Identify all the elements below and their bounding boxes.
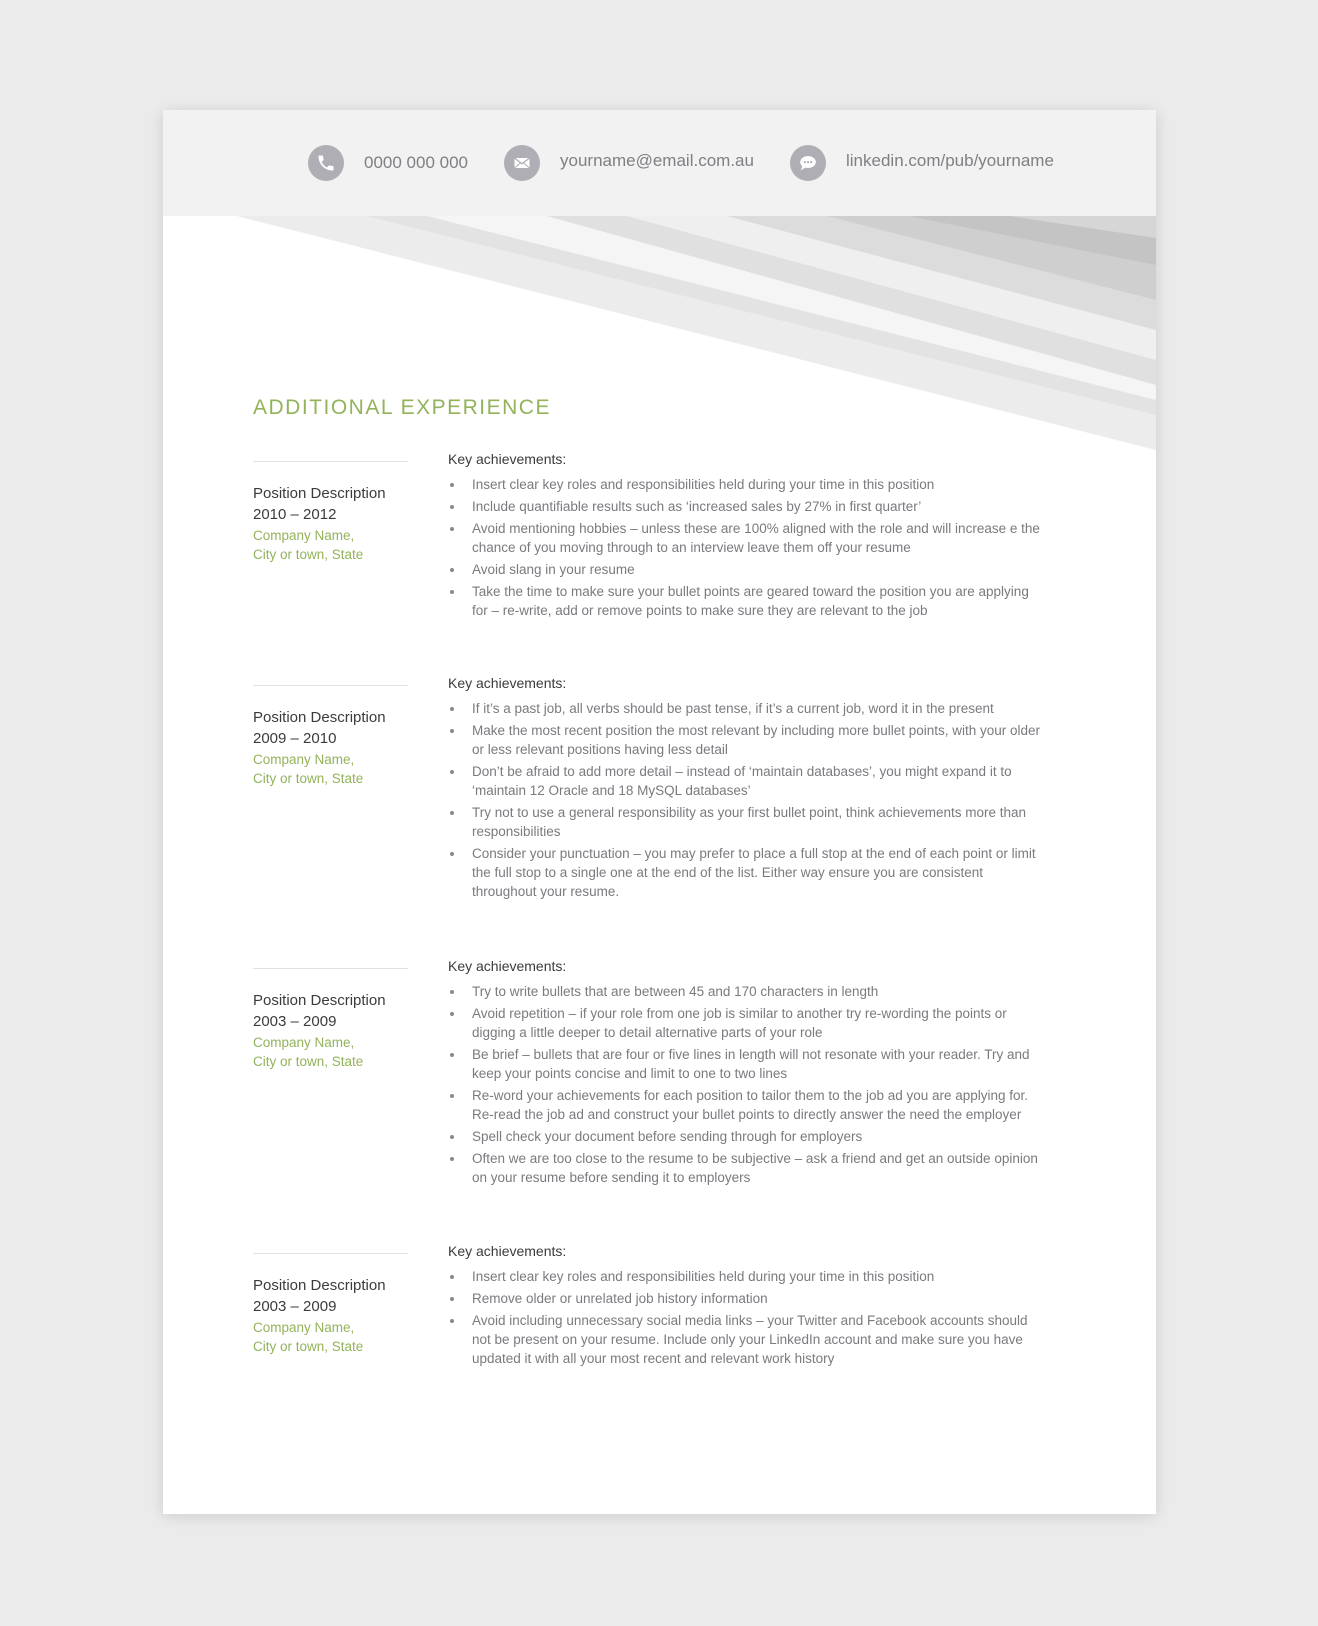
position-dates: 2003 – 2009 bbox=[253, 1298, 337, 1315]
company-location: City or town, State bbox=[253, 771, 364, 786]
email-address: yourname@email.com.au bbox=[560, 151, 754, 170]
decorative-stripes bbox=[163, 210, 1156, 470]
divider bbox=[253, 968, 408, 969]
company-name: Company Name, bbox=[253, 1320, 355, 1335]
company-name: Company Name, bbox=[253, 528, 355, 543]
achievement-item: Often we are too close to the resume to be subjective – ask a friend and get an outside opinion on your resume before sending it to employers bbox=[448, 1149, 1048, 1187]
achievement-list bbox=[448, 1267, 1048, 1368]
phone-contact bbox=[308, 145, 468, 181]
achievement-list bbox=[448, 699, 1048, 901]
achievements bbox=[448, 1243, 1048, 1371]
position-details bbox=[253, 1275, 423, 1356]
achievement-item: Take the time to make sure your bullet points are geared toward the position you are applying for – re-write, add or remove points to make sure they are relevant to the job bbox=[448, 582, 1048, 620]
achievement-item: Avoid mentioning hobbies – unless these are 100% aligned with the role and will increase e the chance of you moving through to an interview leave them off your resume bbox=[448, 519, 1048, 557]
position-dates: 2003 – 2009 bbox=[253, 1013, 337, 1030]
phone-icon bbox=[308, 145, 344, 181]
achievement-item: Don’t be afraid to add more detail – instead of ‘maintain databases’, you might expand it to ‘maintain 12 Oracle and 18 MySQL databases’ bbox=[448, 762, 1048, 800]
position-details bbox=[253, 483, 423, 564]
achievement-item: Re-word your achievements for each position to tailor them to the job ad you are applying for. Re-read the job ad and construct your bullet points to directly answer the need the employer bbox=[448, 1086, 1048, 1124]
divider bbox=[253, 461, 408, 462]
achievement-list bbox=[448, 475, 1048, 620]
position-details bbox=[253, 707, 423, 788]
chat-bubble-icon bbox=[790, 145, 826, 181]
position-title: Position Description bbox=[253, 992, 386, 1009]
achievement-item: Consider your punctuation – you may prefer to place a full stop at the end of each point or limit the full stop to a single one at the end of the list. Either way ensure you are consistent throughout your resume. bbox=[448, 844, 1048, 901]
achievement-item: If it’s a past job, all verbs should be past tense, if it’s a current job, word it in the present bbox=[448, 699, 1048, 718]
section-title: ADDITIONAL EXPERIENCE bbox=[253, 396, 551, 419]
achievement-item: Remove older or unrelated job history information bbox=[448, 1289, 1048, 1308]
company-location: City or town, State bbox=[253, 1054, 364, 1069]
achievements bbox=[448, 958, 1048, 1190]
achievements bbox=[448, 451, 1048, 623]
achievement-item: Insert clear key roles and responsibilities held during your time in this position bbox=[448, 475, 1048, 494]
linkedin-url: linkedin.com/pub/yourname bbox=[846, 151, 1054, 170]
envelope-icon bbox=[504, 145, 540, 181]
company-location: City or town, State bbox=[253, 547, 364, 562]
position-dates: 2009 – 2010 bbox=[253, 730, 337, 747]
achievements bbox=[448, 675, 1048, 904]
achievements-heading: Key achievements: bbox=[448, 451, 567, 467]
achievements-heading: Key achievements: bbox=[448, 675, 567, 691]
phone-number: 0000 000 000 bbox=[364, 153, 468, 172]
company-location: City or town, State bbox=[253, 1339, 364, 1354]
position-details bbox=[253, 990, 423, 1071]
resume-page bbox=[163, 110, 1156, 1514]
divider bbox=[253, 685, 408, 686]
achievement-item: Avoid repetition – if your role from one job is similar to another try re-wording the points or digging a little deeper to detail alternative parts of your role bbox=[448, 1004, 1048, 1042]
company-name: Company Name, bbox=[253, 1035, 355, 1050]
achievement-list bbox=[448, 982, 1048, 1187]
achievement-item: Avoid slang in your resume bbox=[448, 560, 1048, 579]
contact-header bbox=[163, 110, 1156, 215]
divider bbox=[253, 1253, 408, 1254]
achievement-item: Include quantifiable results such as ‘increased sales by 27% in first quarter’ bbox=[448, 497, 1048, 516]
achievement-item: Try not to use a general responsibility as your first bullet point, think achievements more than responsibilities bbox=[448, 803, 1048, 841]
company-name: Company Name, bbox=[253, 752, 355, 767]
achievement-item: Be brief – bullets that are four or five lines in length will not resonate with your reader. Try and keep your points concise and limit to one to two lines bbox=[448, 1045, 1048, 1083]
position-title: Position Description bbox=[253, 485, 386, 502]
position-title: Position Description bbox=[253, 1277, 386, 1294]
achievement-item: Try to write bullets that are between 45 and 170 characters in length bbox=[448, 982, 1048, 1001]
email-contact bbox=[504, 145, 754, 181]
achievement-item: Avoid including unnecessary social media links – your Twitter and Facebook accounts should not be present on your resume. Include only your LinkedIn account and make sure you have updated it with all your most recent and relevant work history bbox=[448, 1311, 1048, 1368]
achievement-item: Make the most recent position the most relevant by including more bullet points, with your older or less relevant positions having less detail bbox=[448, 721, 1048, 759]
achievements-heading: Key achievements: bbox=[448, 1243, 567, 1259]
achievement-item: Spell check your document before sending through for employers bbox=[448, 1127, 1048, 1146]
achievements-heading: Key achievements: bbox=[448, 958, 567, 974]
position-dates: 2010 – 2012 bbox=[253, 506, 337, 523]
linkedin-contact bbox=[790, 145, 1054, 181]
position-title: Position Description bbox=[253, 709, 386, 726]
achievement-item: Insert clear key roles and responsibilities held during your time in this position bbox=[448, 1267, 1048, 1286]
